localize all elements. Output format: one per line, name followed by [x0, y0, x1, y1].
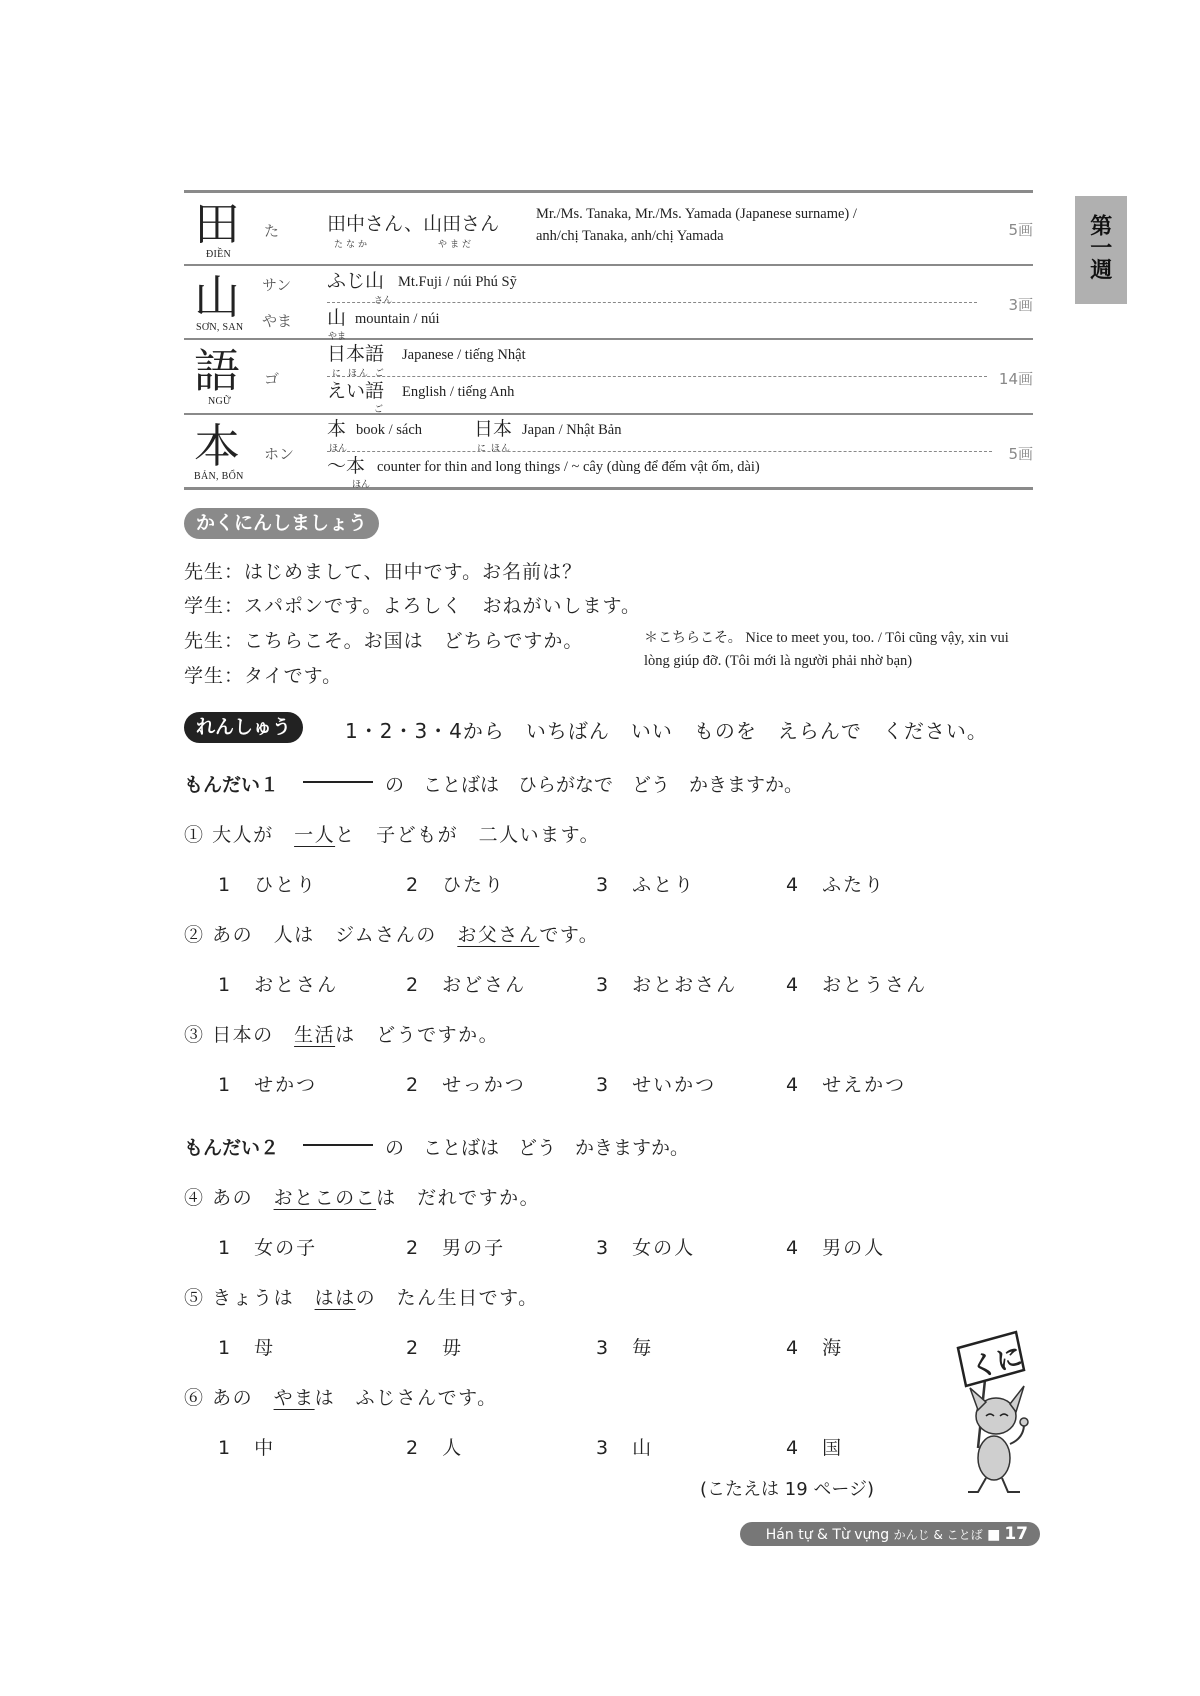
kakunin-heading: かくにんしましょう [184, 508, 379, 539]
question-text: 大人が [212, 824, 295, 846]
option-3[interactable] [596, 1233, 695, 1260]
vocab-meaning: Japan / Nhật Bản [522, 422, 622, 438]
kochirakoso-note [644, 627, 1036, 672]
option-text: 毎 [632, 1337, 654, 1359]
mondai2-prompt: の ことばは どう かきますか。 [385, 1137, 690, 1159]
option-text: ふたり [822, 874, 886, 896]
kanji-reading: た [264, 222, 280, 240]
question-5 [184, 1283, 539, 1310]
option-number: 2 [406, 1437, 421, 1459]
page-footer [740, 1522, 1040, 1546]
option-2[interactable] [406, 1433, 463, 1460]
option-number: 2 [406, 1074, 421, 1096]
option-2[interactable] [406, 1233, 505, 1260]
option-1[interactable] [218, 870, 317, 897]
dialogue-line: 先生：はじめまして、田中です。お名前は？ [184, 561, 583, 583]
question-text: です。 [539, 924, 600, 946]
kanji-reading: やま [262, 312, 293, 330]
option-number: 3 [596, 974, 611, 996]
stroke-count: 14画 [998, 370, 1033, 388]
vocab-meaning: Mr./Ms. Tanaka, Mr./Ms. Yamada (Japanese surname) / [536, 206, 857, 222]
furigana: に ほん ご [332, 369, 386, 379]
kanji-row-den [184, 193, 1033, 264]
option-number: 4 [786, 1337, 801, 1359]
option-number: 3 [596, 1074, 611, 1096]
underlined-word: 一人 [294, 824, 336, 846]
option-3[interactable] [596, 970, 737, 997]
vocab-meaning: mountain / núi [355, 311, 440, 327]
option-3[interactable] [596, 1070, 716, 1097]
option-text: 母 [254, 1337, 276, 1359]
question-text: は ふじさんです。 [314, 1387, 498, 1409]
underlined-word: 生活 [294, 1024, 336, 1046]
vocab-meaning: Japanese / tiếng Nhật [402, 347, 526, 363]
kanji-row-ngu [184, 340, 1033, 413]
option-text: おとうさん [822, 974, 928, 996]
question-text: あの [212, 1187, 274, 1209]
renshuu-instruction: 1・2・3・4から いちばん いい ものを えらんで ください。 [345, 719, 988, 743]
vocab-meaning: anh/chị Tanaka, anh/chị Yamada [536, 228, 724, 244]
week-tab [1075, 196, 1127, 304]
option-text: おとおさん [632, 974, 738, 996]
question-6 [184, 1383, 498, 1410]
option-1[interactable] [218, 1070, 317, 1097]
option-1[interactable] [218, 1433, 275, 1460]
option-number: 3 [596, 1437, 611, 1459]
furigana: さん [374, 296, 393, 306]
option-number: 4 [786, 974, 801, 996]
dialogue-line: 先生：こちらこそ。お国は どちらですか。 [184, 630, 584, 652]
vocab-meaning: English / tiếng Anh [402, 384, 515, 400]
stroke-count: 5画 [1008, 445, 1033, 463]
option-4[interactable] [786, 1233, 885, 1260]
mondai1-label: もんだい１ [184, 774, 280, 796]
option-number: 4 [786, 1437, 801, 1459]
stroke-count: 5画 [1008, 221, 1033, 239]
question-1 [184, 820, 600, 847]
option-4[interactable] [786, 1070, 906, 1097]
option-text: ひたり [442, 874, 506, 896]
option-3[interactable] [596, 870, 695, 897]
question-text: あの [212, 1387, 274, 1409]
question-text: の たん生日です。 [355, 1287, 539, 1309]
kanji-reading: ゴ [264, 370, 280, 388]
option-number: 3 [596, 1237, 611, 1259]
blank-line [303, 781, 373, 783]
vocab-word: 〜本 [327, 455, 366, 477]
option-text: せえかつ [822, 1074, 907, 1096]
option-text: 山 [632, 1437, 654, 1459]
kanji-char: 山 [194, 270, 240, 324]
option-4[interactable] [786, 970, 927, 997]
option-number: 4 [786, 1237, 801, 1259]
note-text: Nice to meet you, too. / Tôi cũng vậy, xin vui lòng giúp đỡ. (Tôi mới là người phải nhờ bạn) [644, 630, 1009, 669]
vocab-word: 田中さん、山田さん [327, 213, 500, 235]
option-text: せいかつ [632, 1074, 717, 1096]
option-text: 中 [254, 1437, 276, 1459]
question-text: あの 人は ジムさんの [212, 924, 458, 946]
page-number: 17 [1004, 1524, 1028, 1544]
note-mark: ＊こちらこそ。 [644, 630, 742, 646]
option-3[interactable] [596, 1333, 653, 1360]
row-divider [327, 302, 977, 303]
option-number: 1 [218, 974, 233, 996]
option-2[interactable] [406, 1070, 526, 1097]
option-text: せかつ [254, 1074, 318, 1096]
kanji-reading: ホン [264, 445, 295, 463]
question-text: は だれですか。 [376, 1187, 541, 1209]
vocab-meaning: Mt.Fuji / núi Phú Sỹ [398, 274, 517, 290]
kanji-row-son [184, 266, 1033, 342]
option-text: 海 [822, 1337, 844, 1359]
underlined-word: おとこのこ [273, 1187, 377, 1209]
renshuu-heading: れんしゅう [184, 712, 303, 743]
kanji-viet: SƠN, SAN [196, 322, 244, 333]
option-text: 毋 [442, 1337, 464, 1359]
footer-label: Hán tự & Từ vựng [765, 1527, 890, 1543]
mondai1-heading [184, 770, 803, 797]
vocab-meaning: counter for thin and long things / ~ cây (dùng để đếm vật ốm, dài) [377, 459, 760, 475]
option-2[interactable] [406, 870, 505, 897]
option-2[interactable] [406, 970, 526, 997]
table-bottom-rule [184, 487, 1033, 490]
dialogue-line: 学生：スパポンです。よろしく おねがいします。 [184, 595, 641, 617]
question-number: ⑤ [184, 1287, 205, 1309]
option-text: 国 [822, 1437, 844, 1459]
option-number: 1 [218, 1337, 233, 1359]
kanji-viet: ĐIỀN [206, 249, 232, 260]
question-3 [184, 1020, 499, 1047]
option-number: 1 [218, 1074, 233, 1096]
kanji-char: 語 [194, 344, 240, 398]
option-1[interactable] [218, 1333, 275, 1360]
question-text: 日本の [212, 1024, 295, 1046]
question-number: ② [184, 924, 205, 946]
option-number: 2 [406, 1237, 421, 1259]
option-text: おどさん [442, 974, 527, 996]
furigana: ほん [352, 480, 371, 490]
mondai2-heading [184, 1133, 689, 1160]
kanji-char: 田 [194, 197, 240, 251]
option-number: 3 [596, 874, 611, 896]
mondai2-label: もんだい２ [184, 1137, 280, 1159]
furigana: やまだ [438, 240, 475, 250]
underlined-word: お父さん [457, 924, 540, 946]
mascot-illustration [950, 1330, 1040, 1500]
furigana: に ほん [477, 444, 511, 454]
option-1[interactable] [218, 970, 338, 997]
option-text: ふとり [632, 874, 696, 896]
underlined-word: やま [273, 1387, 315, 1409]
option-number: 4 [786, 874, 801, 896]
question-number: ③ [184, 1024, 205, 1046]
vocab-word: 日本 [474, 418, 513, 440]
blank-line [303, 1144, 373, 1146]
question-4 [184, 1183, 540, 1210]
option-text: ひとり [254, 874, 318, 896]
kanji-reading: サン [262, 276, 292, 294]
option-text: 女の子 [254, 1237, 318, 1259]
vocab-word: 本 [327, 418, 347, 440]
question-2 [184, 920, 599, 947]
answer-note: (こたえは 19 ページ) [700, 1479, 875, 1500]
question-number: ④ [184, 1187, 205, 1209]
vocab-word: えい語 [327, 380, 385, 402]
option-number: 2 [406, 1337, 421, 1359]
question-text: きょうは [212, 1287, 315, 1309]
option-3[interactable] [596, 1433, 653, 1460]
kanji-viet: BẢN, BỔN [194, 471, 244, 482]
option-1[interactable] [218, 1233, 317, 1260]
footer-jp: かんじ & ことば [893, 1528, 983, 1542]
footer-marker: ■ [987, 1527, 1001, 1543]
row-divider [327, 376, 987, 377]
furigana: たなか [334, 240, 371, 250]
vocab-word: 日本語 [327, 343, 385, 365]
mascot-sign-text: くに [967, 1341, 1026, 1385]
furigana: ご [374, 405, 384, 415]
mondai1-prompt: の ことばは ひらがなで どう かきますか。 [385, 774, 804, 796]
option-number: 1 [218, 1437, 233, 1459]
question-number: ① [184, 824, 205, 846]
kanji-row-ban [184, 415, 1033, 490]
dialogue-line: 学生：タイです。 [184, 665, 343, 687]
underlined-word: はは [314, 1287, 356, 1309]
vocab-word: 山 [327, 307, 347, 329]
vocab-meaning: book / sách [356, 422, 423, 438]
row-divider [327, 451, 992, 452]
option-2[interactable] [406, 1333, 463, 1360]
option-number: 4 [786, 1074, 801, 1096]
option-number: 1 [218, 1237, 233, 1259]
option-text: 人 [442, 1437, 464, 1459]
option-text: 女の人 [632, 1237, 696, 1259]
option-text: 男の子 [442, 1237, 506, 1259]
option-text: せっかつ [442, 1074, 526, 1096]
question-text: と 子どもが 二人います。 [335, 824, 601, 846]
option-4[interactable] [786, 870, 885, 897]
option-number: 2 [406, 974, 421, 996]
kanji-char: 本 [194, 419, 240, 473]
kanji-viet: NGỮ [208, 396, 232, 407]
option-number: 1 [218, 874, 233, 896]
question-text: は どうですか。 [335, 1024, 500, 1046]
stroke-count: 3画 [1008, 296, 1033, 314]
question-number: ⑥ [184, 1387, 205, 1409]
option-4[interactable] [786, 1433, 843, 1460]
option-text: おとさん [254, 974, 339, 996]
option-4[interactable] [786, 1333, 843, 1360]
furigana: やま [328, 332, 347, 342]
option-text: 男の人 [822, 1237, 886, 1259]
option-number: 2 [406, 874, 421, 896]
vocab-word: ふじ山 [327, 270, 385, 292]
option-number: 3 [596, 1337, 611, 1359]
furigana: ほん [329, 444, 348, 454]
week-tab-label: 第一週 [1086, 214, 1112, 280]
